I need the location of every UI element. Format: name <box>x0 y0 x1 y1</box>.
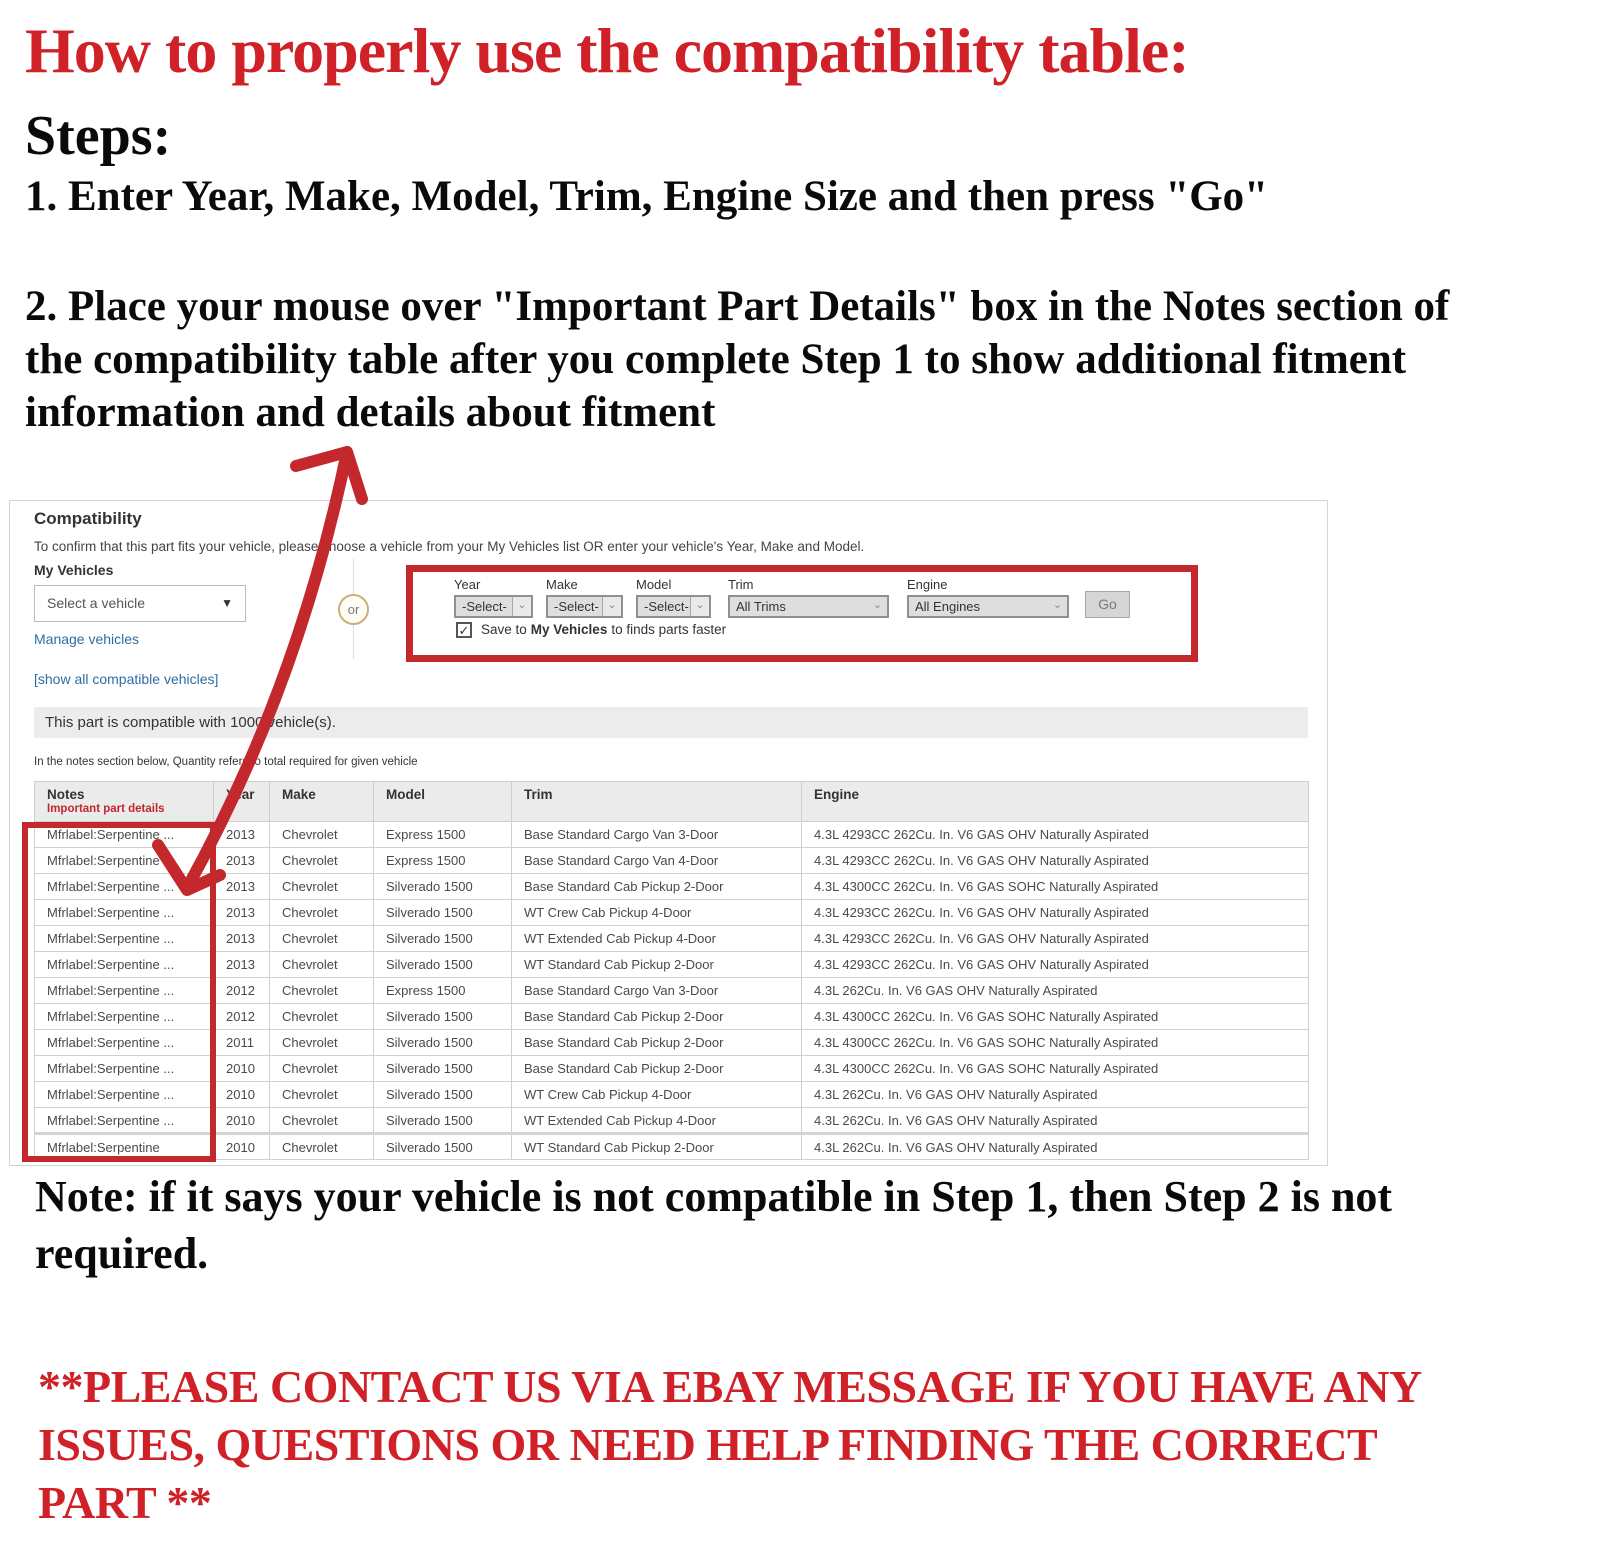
important-part-details-label[interactable]: Important part details <box>47 803 165 815</box>
cell-notes[interactable]: Mfrlabel:Serpentine ... <box>35 822 214 848</box>
step-1-text: 1. Enter Year, Make, Model, Trim, Engine Size and then press "Go" <box>25 173 1269 220</box>
cell-engine: 4.3L 4293CC 262Cu. In. V6 GAS OHV Naturally Aspirated <box>802 952 1309 978</box>
cell-notes[interactable]: Mfrlabel:Serpentine ... <box>35 952 214 978</box>
cell-make: Chevrolet <box>270 822 374 848</box>
model-select[interactable] <box>636 595 711 618</box>
engine-select-value: All Engines <box>915 599 981 614</box>
go-button[interactable]: Go <box>1085 591 1130 618</box>
table-row <box>35 848 1309 874</box>
table-row <box>35 900 1309 926</box>
cell-make: Chevrolet <box>270 952 374 978</box>
table-row <box>35 1030 1309 1056</box>
cell-trim: Base Standard Cargo Van 4-Door <box>512 848 802 874</box>
cell-trim: Base Standard Cargo Van 3-Door <box>512 978 802 1004</box>
cell-model: Silverado 1500 <box>374 1056 512 1082</box>
cell-trim: Base Standard Cab Pickup 2-Door <box>512 1030 802 1056</box>
cell-model: Silverado 1500 <box>374 1082 512 1108</box>
cell-model: Silverado 1500 <box>374 1108 512 1134</box>
chevron-down-icon: ⌄ <box>512 597 531 616</box>
cell-trim: WT Extended Cab Pickup 4-Door <box>512 1108 802 1134</box>
cell-trim: WT Standard Cab Pickup 2-Door <box>512 952 802 978</box>
cell-make: Chevrolet <box>270 1134 374 1160</box>
cell-year: 2010 <box>214 1082 270 1108</box>
field-model <box>636 577 711 618</box>
cell-model: Express 1500 <box>374 848 512 874</box>
compatibility-banner: This part is compatible with 1000 vehicle(s). <box>34 707 1308 738</box>
cell-make: Chevrolet <box>270 848 374 874</box>
cell-trim: Base Standard Cargo Van 3-Door <box>512 822 802 848</box>
make-select-value: -Select- <box>554 599 599 614</box>
cell-make: Chevrolet <box>270 900 374 926</box>
engine-label: Engine <box>907 577 948 592</box>
table-row <box>35 978 1309 1004</box>
table-row <box>35 952 1309 978</box>
col-header-year: Year <box>214 782 270 822</box>
cell-model: Silverado 1500 <box>374 900 512 926</box>
cell-engine: 4.3L 262Cu. In. V6 GAS OHV Naturally Aspirated <box>802 1108 1309 1134</box>
cell-year: 2012 <box>214 1004 270 1030</box>
cell-make: Chevrolet <box>270 1082 374 1108</box>
table-row <box>35 1134 1309 1160</box>
cell-model: Silverado 1500 <box>374 1030 512 1056</box>
cell-model: Silverado 1500 <box>374 926 512 952</box>
cell-engine: 4.3L 4293CC 262Cu. In. V6 GAS OHV Naturally Aspirated <box>802 848 1309 874</box>
cell-engine: 4.3L 262Cu. In. V6 GAS OHV Naturally Aspirated <box>802 978 1309 1004</box>
year-label: Year <box>454 577 481 592</box>
vehicle-select-value: Select a vehicle <box>47 595 146 611</box>
cell-make: Chevrolet <box>270 874 374 900</box>
cell-trim: Base Standard Cab Pickup 2-Door <box>512 874 802 900</box>
notes-hint: In the notes section below, Quantity refers to total required for given vehicle <box>34 756 418 768</box>
cell-year: 2013 <box>214 926 270 952</box>
cell-notes[interactable]: Mfrlabel:Serpentine ... <box>35 900 214 926</box>
cell-model: Silverado 1500 <box>374 1134 512 1160</box>
note-text: Note: if it says your vehicle is not compatible in Step 1, then Step 2 is not required. <box>35 1172 1393 1278</box>
col-header-make: Make <box>270 782 374 822</box>
cell-model: Express 1500 <box>374 822 512 848</box>
trim-select-value: All Trims <box>736 599 786 614</box>
cell-year: 2010 <box>214 1108 270 1134</box>
cell-trim: Base Standard Cab Pickup 2-Door <box>512 1004 802 1030</box>
year-select-value: -Select- <box>462 599 507 614</box>
table-row <box>35 1004 1309 1030</box>
cell-trim: WT Extended Cab Pickup 4-Door <box>512 926 802 952</box>
trim-select[interactable] <box>728 595 889 618</box>
cell-engine: 4.3L 4300CC 262Cu. In. V6 GAS SOHC Naturally Aspirated <box>802 1030 1309 1056</box>
cell-make: Chevrolet <box>270 926 374 952</box>
widget-heading: Compatibility <box>34 509 142 528</box>
chevron-down-icon: ⌄ <box>690 597 709 616</box>
col-header-engine: Engine <box>802 782 1309 822</box>
cell-engine: 4.3L 4293CC 262Cu. In. V6 GAS OHV Naturally Aspirated <box>802 900 1309 926</box>
cell-notes[interactable]: Mfrlabel:Serpentine ... <box>35 874 214 900</box>
make-select[interactable] <box>546 595 623 618</box>
col-header-trim: Trim <box>512 782 802 822</box>
cell-notes[interactable]: Mfrlabel:Serpentine ... <box>35 1108 214 1134</box>
compatibility-widget <box>9 500 1328 1166</box>
field-trim <box>728 577 889 618</box>
cell-engine: 4.3L 4293CC 262Cu. In. V6 GAS OHV Naturally Aspirated <box>802 822 1309 848</box>
cell-make: Chevrolet <box>270 1030 374 1056</box>
col-header-model: Model <box>374 782 512 822</box>
cell-model: Silverado 1500 <box>374 1004 512 1030</box>
cell-notes[interactable]: Mfrlabel:Serpentine ... <box>35 978 214 1004</box>
footer-contact-text: **PLEASE CONTACT US VIA EBAY MESSAGE IF YOU HAVE ANY ISSUES, QUESTIONS OR NEED HELP FINDING THE CORRECT PART ** <box>38 1361 1421 1528</box>
table-row <box>35 1108 1309 1134</box>
step-2-text: 2. Place your mouse over "Important Part Details" box in the Notes section of the compatibility table after you complete Step 1 to show additional fitment information and details about fitment <box>25 283 1450 436</box>
cell-trim: WT Standard Cab Pickup 2-Door <box>512 1134 802 1160</box>
chevron-down-icon: ⌄ <box>872 599 883 611</box>
field-make <box>546 577 623 618</box>
cell-engine: 4.3L 4300CC 262Cu. In. V6 GAS SOHC Naturally Aspirated <box>802 874 1309 900</box>
field-year <box>454 577 533 618</box>
year-select[interactable] <box>454 595 533 618</box>
chevron-down-icon: ▼ <box>221 596 233 610</box>
widget-description: To confirm that this part fits your vehicle, please choose a vehicle from your My Vehicles list OR enter your vehicle's Year, Make and Model. <box>34 539 865 554</box>
cell-notes[interactable]: Mfrlabel:Serpentine ... <box>35 926 214 952</box>
save-checkbox-label: Save to My Vehicles to finds parts faster <box>481 622 727 637</box>
cell-notes[interactable]: Mfrlabel:Serpentine ... <box>35 848 214 874</box>
cell-engine: 4.3L 262Cu. In. V6 GAS OHV Naturally Aspirated <box>802 1082 1309 1108</box>
model-label: Model <box>636 577 672 592</box>
make-label: Make <box>546 577 578 592</box>
table-row <box>35 822 1309 848</box>
cell-engine: 4.3L 4293CC 262Cu. In. V6 GAS OHV Naturally Aspirated <box>802 926 1309 952</box>
model-select-value: -Select- <box>644 599 689 614</box>
field-engine <box>907 577 1069 618</box>
cell-trim: WT Crew Cab Pickup 4-Door <box>512 1082 802 1108</box>
show-all-compatible-vehicles-link[interactable]: [show all compatible vehicles] <box>34 671 219 687</box>
vehicle-select[interactable] <box>34 585 246 622</box>
cell-make: Chevrolet <box>270 978 374 1004</box>
cell-year: 2012 <box>214 978 270 1004</box>
cell-trim: WT Crew Cab Pickup 4-Door <box>512 900 802 926</box>
table-body <box>35 822 1309 1160</box>
cell-model: Express 1500 <box>374 978 512 1004</box>
cell-year: 2013 <box>214 874 270 900</box>
table-row <box>35 1056 1309 1082</box>
engine-select[interactable] <box>907 595 1069 618</box>
cell-notes[interactable]: Mfrlabel:Serpentine ... <box>35 1004 214 1030</box>
or-badge: or <box>338 594 369 625</box>
cell-make: Chevrolet <box>270 1004 374 1030</box>
cell-make: Chevrolet <box>270 1056 374 1082</box>
cell-notes[interactable]: Mfrlabel:Serpentine ... <box>35 1082 214 1108</box>
cell-year: 2010 <box>214 1056 270 1082</box>
save-checkbox[interactable]: ✓ <box>456 622 472 638</box>
table-row <box>35 1082 1309 1108</box>
trim-label: Trim <box>728 577 754 592</box>
cell-engine: 4.3L 4300CC 262Cu. In. V6 GAS SOHC Naturally Aspirated <box>802 1056 1309 1082</box>
table-row <box>35 874 1309 900</box>
cell-engine: 4.3L 4300CC 262Cu. In. V6 GAS SOHC Naturally Aspirated <box>802 1004 1309 1030</box>
page-title: How to properly use the compatibility table: <box>25 15 1189 86</box>
cell-trim: Base Standard Cab Pickup 2-Door <box>512 1056 802 1082</box>
cell-notes[interactable]: Mfrlabel:Serpentine <box>35 1134 214 1160</box>
cell-year: 2010 <box>214 1134 270 1160</box>
cell-engine: 4.3L 262Cu. In. V6 GAS OHV Naturally Aspirated <box>802 1134 1309 1160</box>
manage-vehicles-link[interactable]: Manage vehicles <box>34 631 140 647</box>
compatibility-table <box>34 781 1309 1160</box>
cell-make: Chevrolet <box>270 1108 374 1134</box>
steps-heading: Steps: <box>25 105 172 167</box>
chevron-down-icon: ⌄ <box>1052 599 1063 611</box>
cell-model: Silverado 1500 <box>374 952 512 978</box>
cell-year: 2013 <box>214 952 270 978</box>
table-row <box>35 926 1309 952</box>
col-header-notes: Notes Important part details <box>35 782 214 822</box>
cell-notes[interactable]: Mfrlabel:Serpentine ... <box>35 1056 214 1082</box>
chevron-down-icon: ⌄ <box>602 597 621 616</box>
table-header-row <box>35 782 1309 822</box>
cell-year: 2011 <box>214 1030 270 1056</box>
cell-model: Silverado 1500 <box>374 874 512 900</box>
my-vehicles-label: My Vehicles <box>34 562 114 578</box>
cell-year: 2013 <box>214 822 270 848</box>
cell-year: 2013 <box>214 848 270 874</box>
cell-notes[interactable]: Mfrlabel:Serpentine ... <box>35 1030 214 1056</box>
cell-year: 2013 <box>214 900 270 926</box>
